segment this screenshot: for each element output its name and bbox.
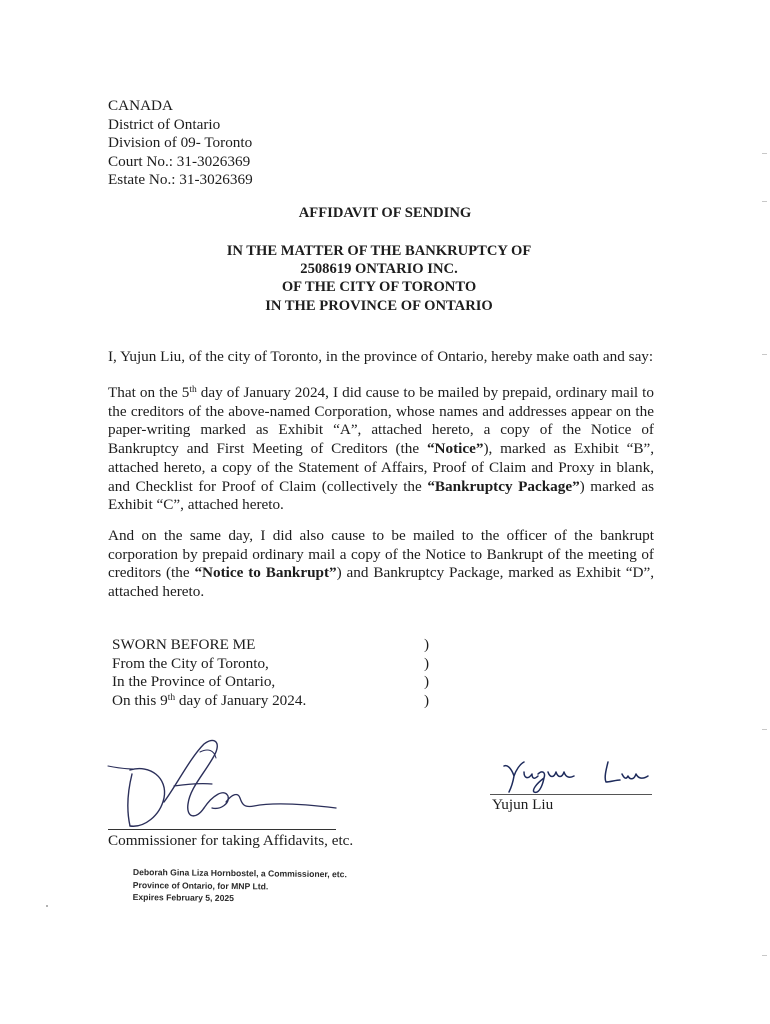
header-court-no: Court No.: 31-3026369 <box>108 152 251 170</box>
commissioner-stamp <box>133 866 347 906</box>
mailing-ordinal: th <box>189 385 197 395</box>
stamp-line-2: Province of Ontario, for MNP Ltd. <box>132 879 269 891</box>
mailing-text-d: ) marked as Exhibit “C”, attached hereto. <box>108 477 655 514</box>
scan-margin-mark <box>762 729 767 730</box>
header-division: Division of 09- Toronto <box>108 134 253 152</box>
jurat-block <box>112 636 306 710</box>
matter-heading <box>0 242 758 315</box>
commissioner-label: Commissioner for taking Affidavits, etc. <box>108 832 354 849</box>
header-district: District of Ontario <box>108 115 221 133</box>
matter-line-4: IN THE PROVINCE OF ONTARIO <box>265 297 493 314</box>
jurat-line-2: From the City of Toronto, <box>112 654 269 672</box>
jurat-date-b: day of January 2024. <box>175 691 307 709</box>
jurat-ordinal: th <box>167 692 176 703</box>
bankruptcy-package-term: “Bankruptcy Package” <box>427 477 580 495</box>
document-title: AFFIDAVIT OF SENDING <box>298 205 472 221</box>
paragraph-mailing <box>108 384 654 515</box>
jurat-line-4 <box>112 692 306 711</box>
deponent-name: Yujun Liu <box>492 796 554 813</box>
jurat-date-a: On this 9 <box>112 691 168 709</box>
paren: ) <box>424 654 430 672</box>
jurat-line-1: SWORN BEFORE ME <box>112 636 256 653</box>
paren: ) <box>424 636 430 653</box>
header-estate-no: Estate No.: 31-3026369 <box>108 171 253 189</box>
mailing-text-b: day of January 2024, I did cause to be mailed by prepaid, ordinary mail to the creditors of the above-named Corporation, whose names and addresses appear on the paper-writing marked as Exhibit “A”, attached hereto, a copy of the Notice of Bankruptcy and First Meeting of Creditors (the <box>108 384 655 458</box>
commissioner-signature-line <box>108 829 336 830</box>
jurat-line-3: In the Province of Ontario, <box>112 673 276 690</box>
deponent-signature <box>500 748 660 798</box>
matter-line-3: OF THE CITY OF TORONTO <box>281 279 477 296</box>
matter-line-1: IN THE MATTER OF THE BANKRUPTCY OF <box>226 243 532 259</box>
matter-line-2: 2508619 ONTARIO INC. <box>300 261 458 278</box>
same-day-text-a: And on the same day, I did also cause to be mailed to the officer of the bankrupt corporation by prepaid ordinary mail a copy of the Notice to Bankrupt of the meeting of creditors (the <box>108 527 654 582</box>
jurat-parentheses <box>424 636 429 710</box>
scan-margin-mark <box>762 354 767 355</box>
scan-speck <box>46 905 48 907</box>
stamp-line-3: Expires February 5, 2025 <box>132 891 235 904</box>
paragraph-same-day <box>108 527 654 602</box>
court-header <box>108 97 253 190</box>
header-country: CANADA <box>108 97 173 114</box>
deponent-signature-line <box>490 794 652 795</box>
same-day-text-b: ) and Bankruptcy Package, marked as Exhibit “D”, attached hereto. <box>108 564 655 601</box>
commissioner-signature <box>104 728 344 838</box>
mailing-text-a: That on the 5 <box>108 384 190 401</box>
mailing-text-c: ), marked as Exhibit “B”, attached hereto, a copy of the Statement of Affairs, Proof of Claim and Proxy in blank, and Checklist for Proof of Claim (collectively the <box>108 440 654 495</box>
oath-intro: I, Yujun Liu, of the city of Toronto, in the province of Ontario, hereby make oath and say: <box>108 348 654 365</box>
scan-margin-mark <box>762 955 767 956</box>
notice-term: “Notice” <box>426 440 484 458</box>
stamp-line-1: Deborah Gina Liza Hornbostel, a Commissioner, etc. <box>132 866 347 880</box>
scan-margin-mark <box>762 153 767 154</box>
notice-to-bankrupt-term: “Notice to Bankrupt” <box>194 564 337 582</box>
paren: ) <box>424 691 430 709</box>
paren: ) <box>424 673 430 690</box>
scan-margin-mark <box>762 201 767 202</box>
